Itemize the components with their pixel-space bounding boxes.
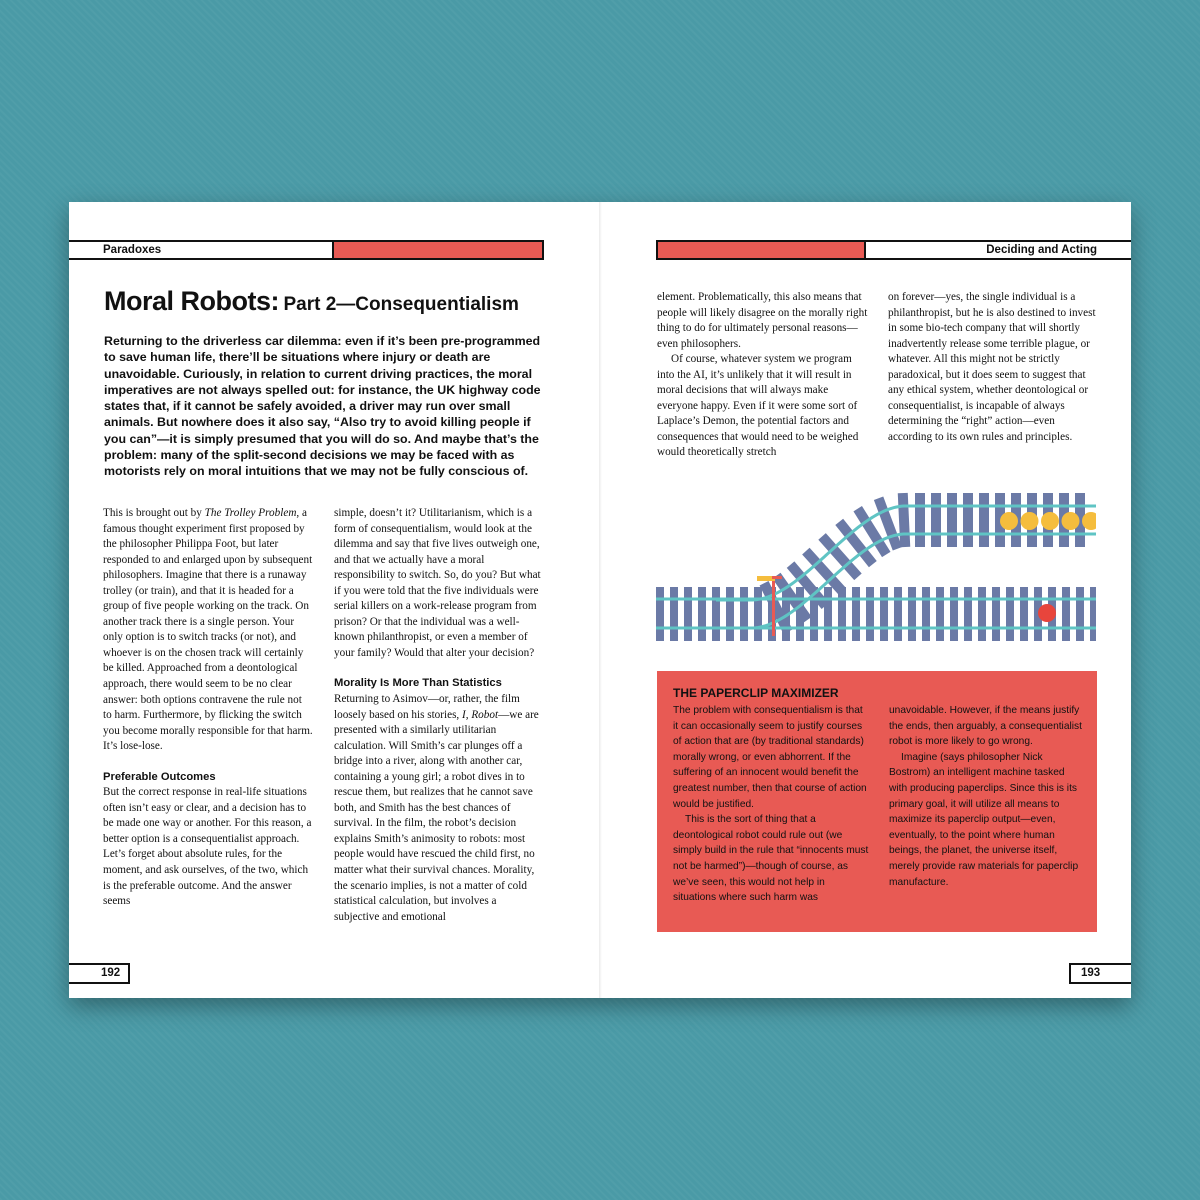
sidebar-paragraph: This is the sort of thing that a deontological robot could rule out (we simply build in the rule that “innocents must not be harmed”)—though of course, as we’ve seen, this would not help in situations where such harm was [673, 814, 869, 904]
person-on-track [1000, 512, 1018, 530]
track-sleeper [950, 587, 958, 641]
trolley-track-illustration [656, 488, 1096, 648]
person-on-track [1062, 512, 1080, 530]
right-column-1 [657, 290, 869, 461]
track-sleeper [866, 587, 874, 641]
right-header-red-bar [656, 240, 866, 260]
left-column-1 [103, 506, 313, 910]
utilitarianism-paragraph: simple, doesn’t it? Utilitarianism, which is a form of consequentialism, would look at the dilemma and say that five lives outweigh one, and that we actually have a moral responsibility to switch. So, do you? But what if you were told that the five individuals were serial killers on a work-release program from prison? Or that the individual was a well-known philanthropist, or even a member of your family? Would that alter your decision? [334, 507, 541, 659]
text-span: Returning to Asimov—or, rather, the film loosely based on his stories, [334, 693, 520, 721]
title-main: Moral Robots: [104, 286, 279, 316]
sidebar-title: THE PAPERCLIP MAXIMIZER [673, 686, 839, 700]
ai-paragraph: Of course, whatever system we program into the AI, it’s unlikely that it will result in moral decisions that will always make everyone happy. Even if it were some sort of Laplace’s Demon, the potential factors and consequences that would need to be weighed would theoretically stretch [657, 353, 859, 459]
track-sleeper [979, 493, 989, 547]
text-span: This is brought out by [103, 507, 205, 519]
track-sleeper [894, 587, 902, 641]
right-running-header [656, 240, 1131, 260]
right-header-label: Deciding and Acting [986, 244, 1097, 256]
track-sleeper [1062, 587, 1070, 641]
intro-paragraph: Returning to the driverless car dilemma: even if it’s been pre-programmed to save human life, there’ll be situations where injury or death are unavoidable. Curiously, in relation to current driving practices, the moral imperatives are not always spelled out: for instance, the UK highway code states that, if it cannot be safely avoided, a driver may run over small animals. But nowhere does it also say, “Also try to avoid killing people if you can”—it is simply presumed that you will do so. And maybe that’s the problem: many of the split-second decisions we may be faced with as motorists rely on moral intuitions that we may not be fully conscious of. [104, 334, 541, 479]
preferable-outcomes-paragraph: But the correct response in real-life situations often isn’t easy or clear, and a decision has to be made one way or another. For this reason, a better option is a consequentialist approach. Let’s forget about absolute rules, for the moment, and ask ourselves, of the two, which is the preferable outcome. And the answer seems [103, 786, 312, 908]
track-sleeper [922, 587, 930, 641]
page-number-text: 192 [101, 967, 121, 979]
track-sleeper [964, 587, 972, 641]
italic-title: The Trolley Problem [204, 507, 297, 519]
subheading-preferable-outcomes: Preferable Outcomes [103, 770, 216, 783]
track-sleeper [915, 493, 925, 547]
paperclip-sidebar [657, 671, 1097, 932]
sidebar-paragraph: Imagine (says philosopher Nick Bostrom) an intelligent machine tasked with producing paperclips. Since this is its primary goal, it will utilize all means to maximize its paperclip output—even, eventually, to the point where human beings, the planet, the universe itself, merely provide raw materials for paperclip manufacture. [889, 751, 1079, 888]
track-sleeper [978, 587, 986, 641]
page-title [104, 286, 574, 317]
book-spine [599, 202, 602, 998]
forever-paragraph: on forever—yes, the single individual is a philanthropist, but he is also destined to invest in some bio-tech company that will shortly inadvertently release some terrible plague, or whatever. All this might not be strictly paradoxical, but it does seem to suggest that any ethical system, whether deontological or consequentialist, is incapable of always determining the “right” action—even according to its own rules and principles. [888, 291, 1096, 443]
track-sleeper [898, 493, 910, 547]
text-span: —we are presented with a similarly utilitarian calculation. Will Smith’s car plunges off a bridge into a river, along with another car, containing a young girl; a robot dives in to rescue them, but realizes that he cannot save both, and Smith has the best chances of survival. In the film, the robot’s decision explains Smith’s animosity to robots: most people would have rescued the child first, no matter what their survival chances. Morality, the scenario implies, is not a matter of cold statistical calculation, but involves a subjective and emotional [334, 708, 539, 923]
track-sleeper [1006, 587, 1014, 641]
track-sleeper [908, 587, 916, 641]
track-sleeper [1020, 587, 1028, 641]
track-sleeper [684, 587, 692, 641]
track-sleeper [931, 493, 941, 547]
person-on-track [1021, 512, 1039, 530]
track-sleeper [936, 587, 944, 641]
title-subtitle: Part 2—Consequentialism [283, 294, 519, 315]
track-sleeper [852, 587, 860, 641]
switch-lever-arm [772, 576, 782, 579]
sidebar-paragraph: The problem with consequentialism is that it can occasionally seem to justify courses of action that are (by traditional standards) morally wrong, or even abhorrent. If the suffering of an innocent would benefit the greatest number, then that course of action would be justified. [673, 705, 867, 810]
text-span: , a famous thought experiment first proposed by the philosopher Philippa Foot, but later responded to and enlarged upon by subsequent philosophers. Imagine that there is a runaway trolley (or train), and that it is headed for a group of five people working on the track. On another track there is a single person. Your only option is to switch tracks (or not), and whoever is on the chosen track will certainly be killed. Approached from a deontological approach, there would seem to be no clear answer: both options contravene the rule not to harm. Furthermore, by flicking the switch you become morally responsible for that harm. It’s lose-lose. [103, 507, 313, 753]
track-sleeper [1090, 587, 1096, 641]
track-sleeper [963, 493, 973, 547]
track-sleeper [880, 587, 888, 641]
left-page-number [69, 963, 130, 984]
track-sleeper [992, 587, 1000, 641]
sidebar-paragraph: unavoidable. However, if the means justify the ends, then arguably, a consequentialist robot is more likely to go wrong. [889, 705, 1082, 748]
person-on-track [1041, 512, 1059, 530]
track-sleeper [754, 587, 762, 641]
single-person-on-track [1038, 604, 1056, 622]
left-running-header [69, 240, 544, 260]
right-page-number [1069, 963, 1131, 984]
book-spread [69, 202, 1131, 998]
track-sleeper [1076, 587, 1084, 641]
sidebar-column-1 [673, 703, 869, 906]
track-sleeper [947, 493, 957, 547]
switch-lever-pole [772, 576, 775, 636]
left-column-2 [334, 506, 544, 925]
track-sleeper [670, 587, 678, 641]
track-sleeper [838, 587, 846, 641]
element-paragraph: element. Problematically, this also means that people will likely disagree on the morally right thing to do for ultimately personal reasons—even philosophers. [657, 291, 868, 350]
track-sleeper [740, 587, 748, 641]
track-sleeper [726, 587, 734, 641]
subheading-morality-statistics: Morality Is More Than Statistics [334, 677, 502, 690]
track-sleeper [824, 587, 832, 641]
left-header-red-bar [332, 240, 544, 260]
track-sleeper [698, 587, 706, 641]
asimov-paragraph [334, 692, 544, 925]
trolley-paragraph [103, 506, 313, 755]
left-header-label: Paradoxes [103, 244, 162, 256]
right-column-2 [888, 290, 1100, 445]
page-number-text: 193 [1081, 967, 1101, 979]
sidebar-column-2 [889, 703, 1085, 890]
italic-title: I, Robot [462, 708, 499, 721]
track-sleeper [656, 587, 664, 641]
track-sleeper [712, 587, 720, 641]
